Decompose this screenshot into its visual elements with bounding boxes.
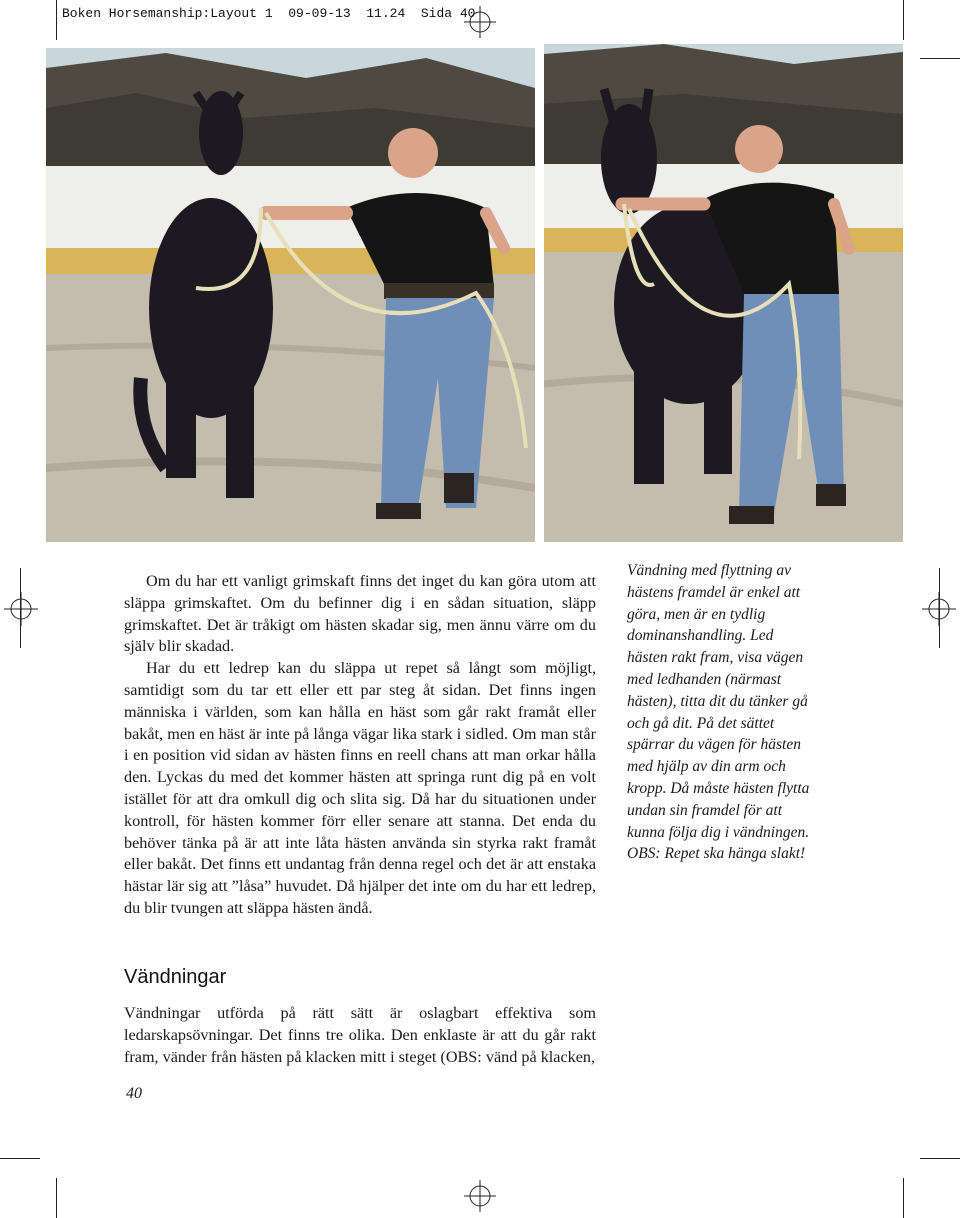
registration-mark-left-icon (4, 592, 38, 626)
section-text: Vändningar utförda på rätt sätt är oslagbart effektiva som ledarskapsövningar. Det finns tre olika. Den enklaste är att du går rakt fram, vänder från hästen på klacken mitt i steget (OBS: vänd på klacken, (124, 1004, 596, 1066)
section-heading: Vändningar (124, 966, 227, 988)
crop-mark-top-right-h (920, 58, 960, 59)
print-slug: Boken Horsemanship:Layout 1 09-09-13 11.24 Sida 40 (62, 6, 476, 21)
registration-mark-top-icon (464, 6, 496, 38)
crop-mark-top-right (903, 0, 904, 40)
crop-mark-top-left (56, 0, 57, 40)
crop-mark-bottom-right-h (920, 1158, 960, 1159)
photo-right (544, 44, 903, 542)
body-paragraph: Har du ett ledrep kan du släppa ut repet så långt som möjligt, samtidigt som du tar ett eller ett par steg åt sidan. Det finns ingen människa i världen, som kan hålla en häst som går rakt framåt eller bakåt, men en häst är inte på långa vägar lika stark i sidled. Om man står i en position vid sidan av hästen finns en reell chans att man orkar hålla den. Lyckas du med det kommer hästen att springa runt dig på en volt istället för att dra omkull dig och slita sig. Då har du situationen under kontroll, för hästen kommer förr eller senare att stanna. Det enda du behöver tänka på är att inte låta hästen använda sin styrka rakt framåt eller bakåt. Det finns ett undantag från denna regel och det är att enstaka hästar lär sig att ”låsa” huvudet. Då hjälper det inte om du har ett ledrep, du blir tvungen att släppa hästen ändå. (124, 659, 596, 917)
body-paragraph: Om du har ett vanligt grimskaft finns det inget du kan göra utom att släppa grimskaftet. Om du befinner dig i en sådan situation, släpp grimskaftet. Det är tråkigt om hästen skadar sig, men ännu värre om du själv blir skadad. (124, 572, 596, 656)
crop-mark-bottom-right (903, 1178, 904, 1218)
photo-caption: Vändning med flyttning av hästens framdel är enkel att göra, men är en tydlig dominanshandling. Led hästen rakt fram, visa vägen med ledhanden (närmast hästen), titta dit du tänker gå och gå dit. På det sättet spärrar du vägen för hästen med hjälp av din arm och kropp. Då måste hästen flytta undan sin framdel för att kunna följa dig i vändningen. OBS: Repet ska hänga slakt! (627, 562, 810, 863)
crop-mark-right-side (939, 568, 940, 648)
page-number: 40 (126, 1085, 142, 1102)
photo-left (46, 48, 535, 542)
body-text (124, 571, 596, 920)
registration-mark-bottom-icon (464, 1180, 496, 1212)
crop-mark-bottom-left-h (0, 1158, 40, 1159)
crop-mark-bottom-left (56, 1178, 57, 1218)
crop-mark-left-side (20, 568, 21, 648)
